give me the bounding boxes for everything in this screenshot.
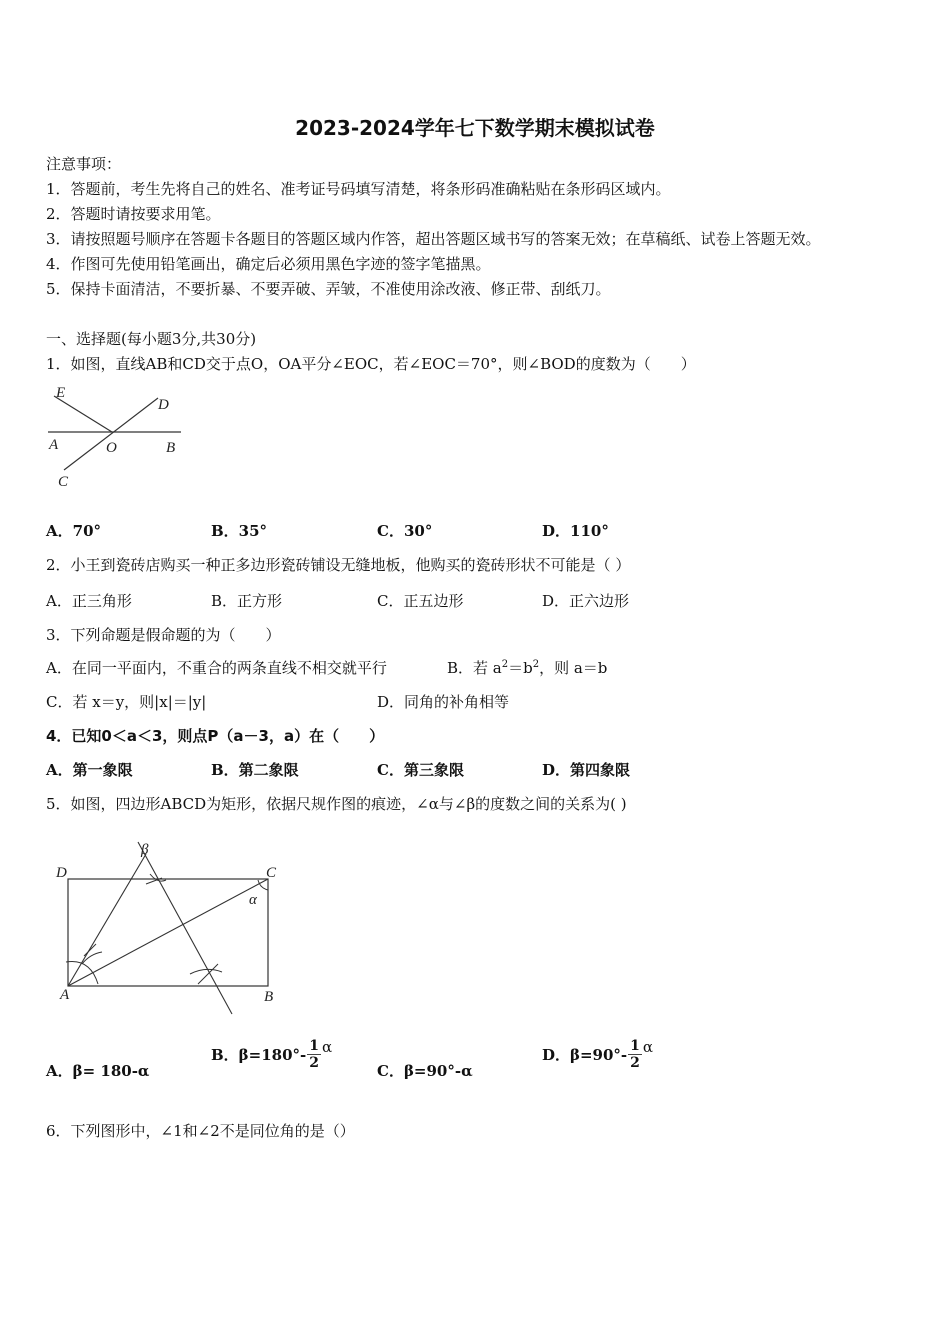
question-6-stem: 6．下列图形中，∠1和∠2不是同位角的是（） xyxy=(46,1122,355,1140)
q4-option-b: B．第二象限 xyxy=(211,761,299,779)
ray-oe xyxy=(54,396,112,432)
question-4-stem: 4．已知0＜a＜3，则点P（a－3，a）在（ ） xyxy=(46,727,385,745)
q2-option-a: A．正三角形 xyxy=(46,592,132,610)
q3-option-a: A．在同一平面内，不重合的两条直线不相交就平行 xyxy=(46,659,387,677)
question-1-figure xyxy=(46,382,186,494)
q3-option-b: B．若 $a^2=b^2$，则 a＝b xyxy=(447,659,608,677)
line-cd xyxy=(64,398,158,470)
fraction-half: $\frac{1}{2}$ xyxy=(309,1038,319,1071)
label-c: C xyxy=(58,474,69,490)
q1-option-a: A．70° xyxy=(46,522,102,540)
q5-option-b: B．β=180°- $\frac{1}{2}$ α xyxy=(211,1038,333,1071)
notice-item: 1．答题前，考生先将自己的姓名、准考证号码填写清楚，将条形码准确粘贴在条形码区域内。 xyxy=(46,180,671,198)
page-title: 2023-2024学年七下数学期末模拟试卷 xyxy=(295,116,655,140)
label-c: C xyxy=(266,865,277,881)
section-heading: 一、选择题(每小题3分,共30分) xyxy=(46,330,257,348)
question-3-stem: 3．下列命题是假命题的为（ ） xyxy=(46,626,281,644)
q5-option-a: A．β= 180-α xyxy=(46,1062,150,1080)
ray-a-beta xyxy=(68,854,146,986)
question-1-stem: 1．如图，直线AB和CD交于点O，OA平分∠EOC，若∠EOC＝70°，则∠BOD的度数为（ ） xyxy=(46,355,696,373)
q4-option-d: D．第四象限 xyxy=(542,761,631,779)
notice-heading: 注意事项： xyxy=(46,155,122,173)
q1-option-c: C．30° xyxy=(377,522,433,540)
q3-option-d: D．同角的补角相等 xyxy=(377,693,510,711)
q4-option-c: C．第三象限 xyxy=(377,761,464,779)
arc-mark xyxy=(198,964,218,984)
q2-option-c: C．正五边形 xyxy=(377,592,464,610)
q5-option-d: D．β=90°- $\frac{1}{2}$ α xyxy=(542,1038,654,1071)
q1-option-b: B．35° xyxy=(211,522,268,540)
q4-option-a: A．第一象限 xyxy=(46,761,133,779)
label-alpha: α xyxy=(249,892,257,908)
q2-option-b: B．正方形 xyxy=(211,592,283,610)
q1-option-d: D．110° xyxy=(542,522,609,540)
label-d: D xyxy=(56,865,67,881)
label-b: B xyxy=(166,440,176,456)
q2-option-d: D．正六边形 xyxy=(542,592,630,610)
arc-mark xyxy=(190,969,222,974)
label-e: E xyxy=(56,385,66,401)
label-a: A xyxy=(49,437,59,453)
question-5-figure xyxy=(46,834,296,1019)
notice-item: 3．请按照题号顺序在答题卡各题目的答题区域内作答，超出答题区域书写的答案无效；在草稿纸、试卷上答题无效。 xyxy=(46,230,821,248)
label-d: D xyxy=(158,397,169,413)
notice-item: 4．作图可先使用铅笔画出，确定后必须用黑色字迹的签字笔描黑。 xyxy=(46,255,491,273)
label-o: O xyxy=(106,440,117,456)
q5-option-c: C．β=90°-α xyxy=(377,1062,473,1080)
q3-option-c: C．若 x＝y，则|x|＝|y| xyxy=(46,693,207,711)
fraction-half: $\frac{1}{2}$ xyxy=(630,1038,640,1071)
question-5-stem: 5．如图，四边形ABCD为矩形，依据尺规作图的痕迹，∠α与∠β的度数之间的关系为( ) xyxy=(46,795,627,813)
question-2-stem: 2．小王到瓷砖店购买一种正多边形瓷砖铺设无缝地板，他购买的瓷砖形状不可能是（ ） xyxy=(46,556,631,574)
label-b: B xyxy=(264,989,274,1005)
notice-item: 2．答题时请按要求用笔。 xyxy=(46,205,221,223)
notice-item: 5．保持卡面清洁，不要折暴、不要弄破、弄皱，不准使用涂改液、修正带、刮纸刀。 xyxy=(46,280,611,298)
label-a: A xyxy=(60,987,70,1003)
label-beta: β xyxy=(141,842,149,858)
diagonal-ac xyxy=(68,879,268,986)
perpendicular-bisector xyxy=(138,842,232,1014)
